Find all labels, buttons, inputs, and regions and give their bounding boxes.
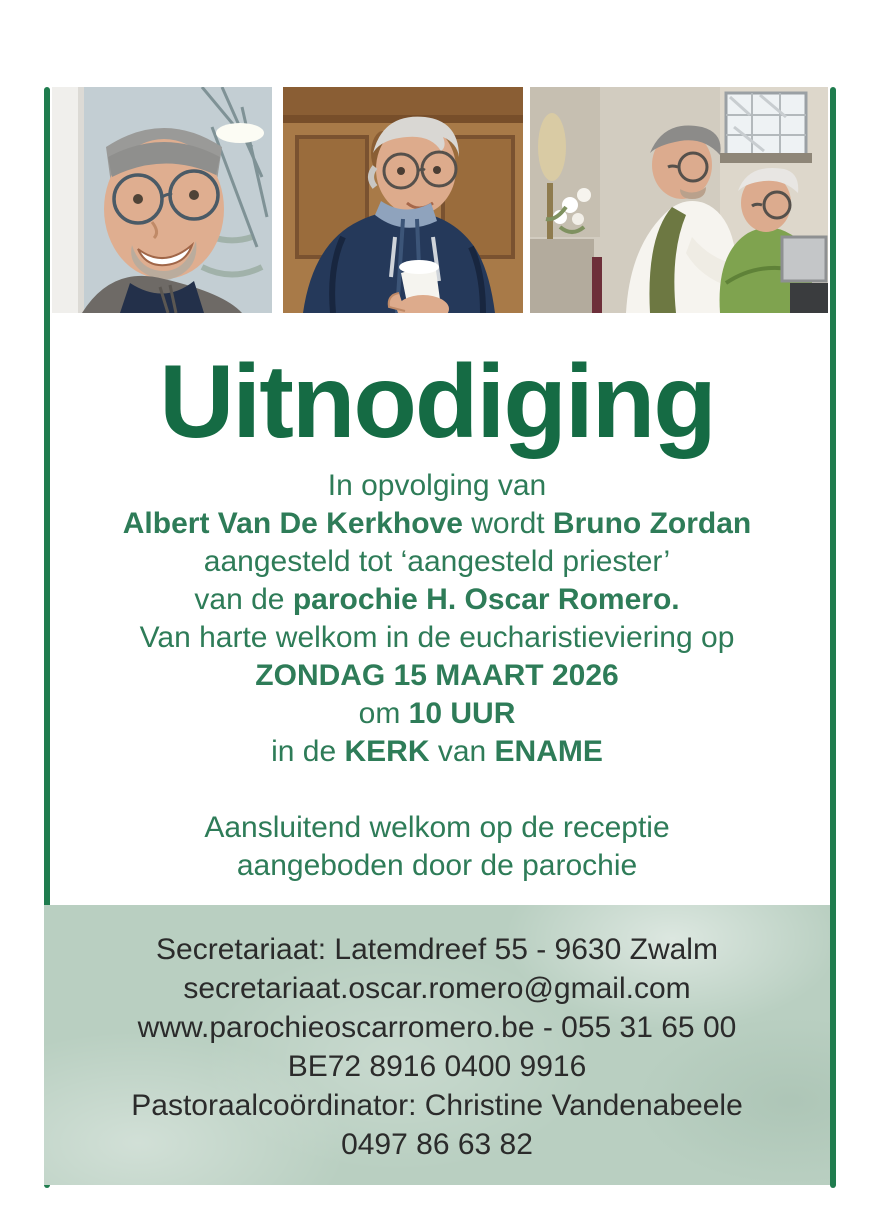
body-line-names: Albert Van De Kerkhove wordt Bruno Zordan <box>122 507 752 540</box>
footer-line-coordinator: Pastoraalcoördinator: Christine Vandenabeele <box>131 1089 743 1122</box>
footer-line-email: secretariaat.oscar.romero@gmail.com <box>183 972 691 1005</box>
body-line-welcome: Van harte welkom in de eucharistieviering op <box>139 621 735 654</box>
body-line-place: in de KERK van ENAME <box>271 735 603 768</box>
body-line-appointed: aangesteld tot ‘aangesteld priester’ <box>203 545 671 578</box>
event-time: 10 UUR <box>408 697 516 730</box>
body-line-parish: van de parochie H. Oscar Romero. <box>194 583 680 616</box>
cup-photo-illustration <box>283 87 523 313</box>
body-line-reception-1: Aansluitend welkom op de receptie <box>204 811 670 844</box>
poster-title: Uitnodiging <box>159 344 715 460</box>
event-date: ZONDAG 15 MAART 2026 <box>255 659 619 692</box>
contact-footer <box>44 905 830 1185</box>
parish-name: parochie H. Oscar Romero. <box>292 583 680 616</box>
body-line-intro: In opvolging van <box>327 469 547 502</box>
church-photo-illustration <box>530 87 828 313</box>
invitation-text <box>0 467 874 885</box>
photo-man-with-cup <box>283 87 523 313</box>
successor-name: Bruno Zordan <box>552 507 752 540</box>
body-line-date <box>0 657 874 695</box>
predecessor-name: Albert Van De Kerkhove <box>122 507 463 540</box>
blank-line <box>0 771 874 809</box>
footer-line-mobile: 0497 86 63 82 <box>341 1128 533 1161</box>
event-town: ENAME <box>494 735 603 768</box>
footer-line-iban: BE72 8916 0400 9916 <box>287 1050 587 1083</box>
body-line-time: om 10 UUR <box>358 697 516 730</box>
event-church: KERK <box>344 735 430 768</box>
selfie-photo-illustration <box>52 87 272 313</box>
footer-line-website-phone: www.parochieoscarromero.be - 055 31 65 00 <box>137 1011 737 1044</box>
photo-priests-in-church <box>530 87 828 313</box>
photo-man-selfie <box>52 87 272 313</box>
footer-line-address: Secretariaat: Latemdreef 55 - 9630 Zwalm <box>156 933 718 966</box>
body-line-reception-2: aangeboden door de parochie <box>236 849 638 882</box>
